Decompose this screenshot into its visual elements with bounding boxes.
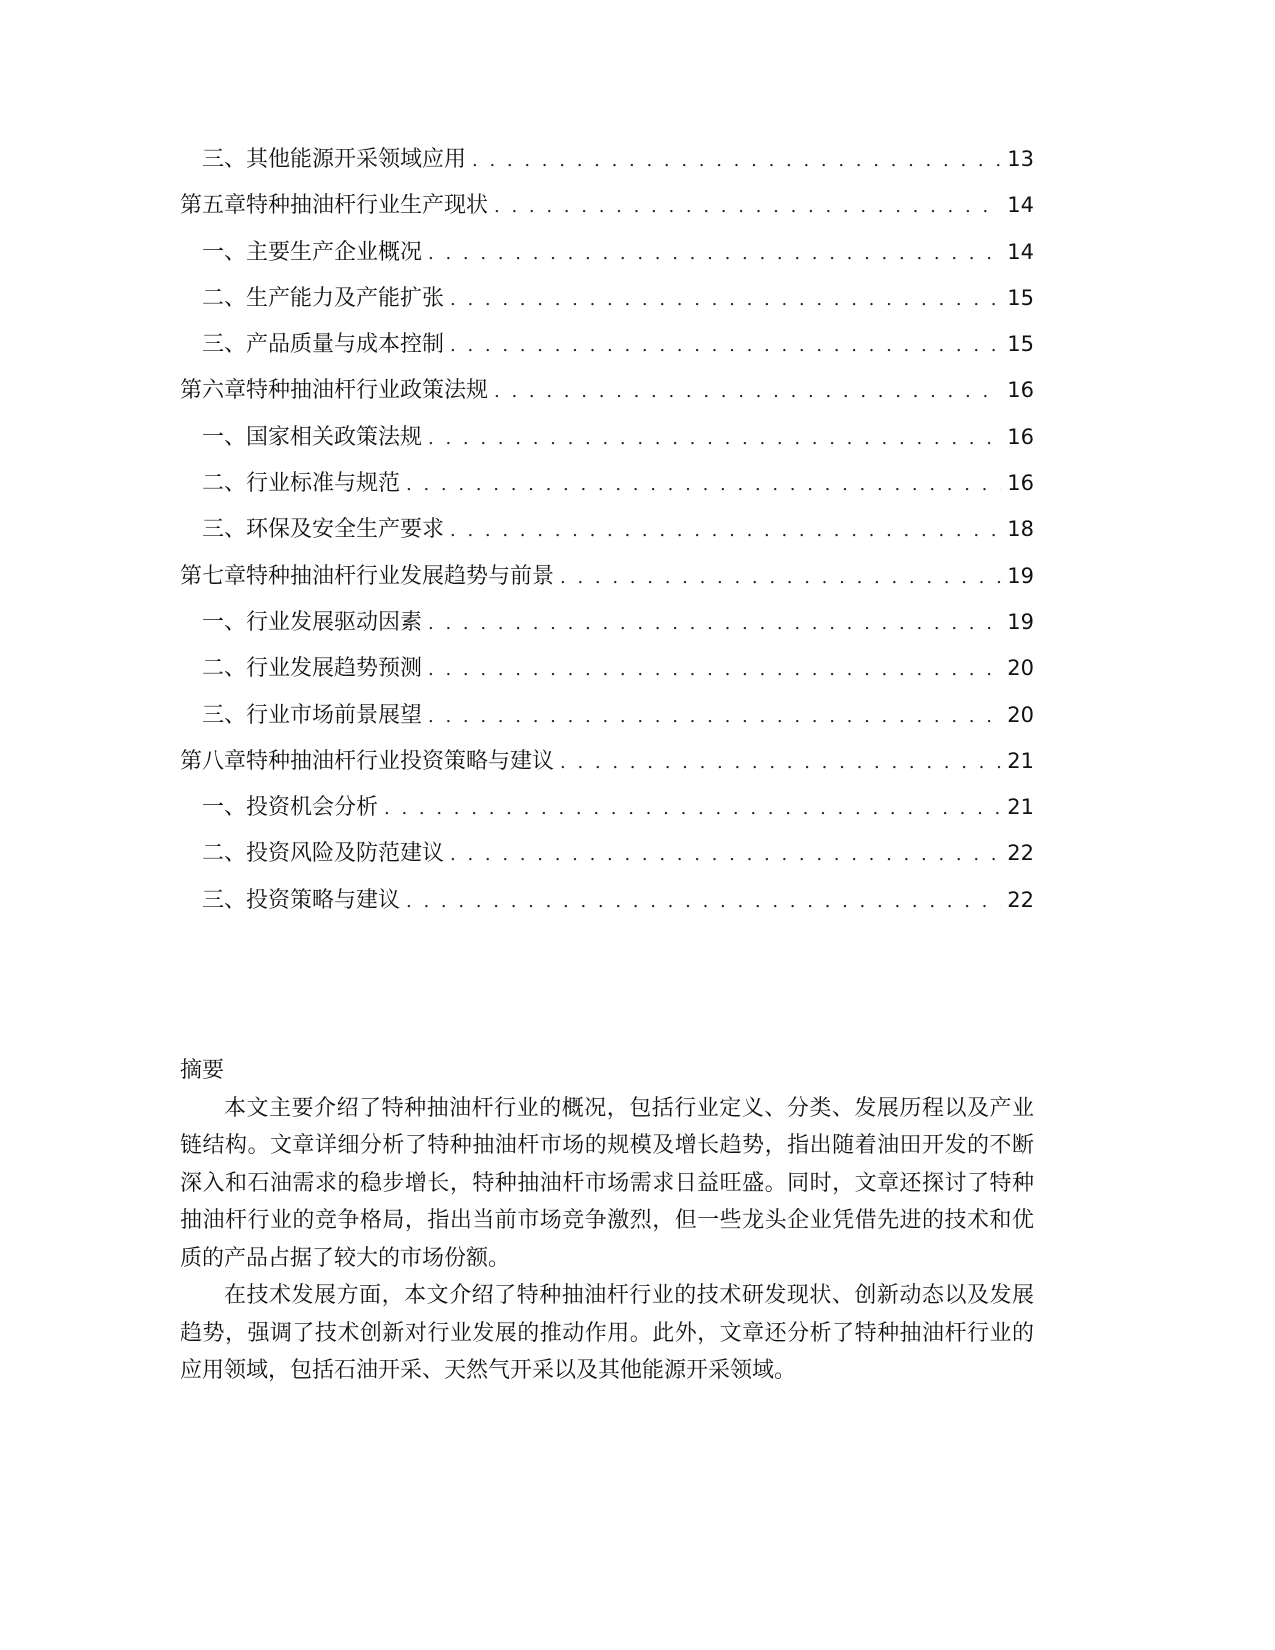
- abstract-section: [180, 1052, 1034, 1390]
- toc-page-number: 22: [1007, 887, 1034, 912]
- toc-page-number: 16: [1007, 424, 1034, 449]
- toc-entry-title: 环保及安全生产要求: [246, 517, 445, 543]
- toc-entry-number: 二、: [202, 471, 247, 497]
- toc-entry-number: 一、: [202, 239, 247, 265]
- toc-page-number: 18: [1007, 517, 1034, 542]
- toc-dot-leader: [560, 555, 1001, 601]
- toc-entry-title: 特种抽油杆行业发展趋势与前景: [246, 563, 555, 589]
- toc-page-number: 19: [1007, 609, 1034, 634]
- toc-dot-leader: [406, 462, 1001, 508]
- toc-entry-title: 特种抽油杆行业生产现状: [246, 193, 489, 219]
- toc-entry-title: 行业发展趋势预测: [246, 656, 423, 682]
- toc-entry-number: 第八章: [180, 748, 247, 774]
- toc-entry-title: 国家相关政策法规: [246, 424, 423, 450]
- toc-section-entry[interactable]: [180, 645, 1034, 691]
- toc-section-entry[interactable]: [180, 321, 1034, 367]
- abstract-paragraph-1: 本文主要介绍了特种抽油杆行业的概况，包括行业定义、分类、发展历程以及产业链结构。文章详细分析了特种抽油杆市场的规模及增长趋势，指出随着油田开发的不断深入和石油需求的稳步增长，特种抽油杆市场需求日益旺盛。同时，文章还探讨了特种抽油杆行业的竞争格局，指出当前市场竞争激烈，但一些龙头企业凭借先进的技术和优质的产品占据了较大的市场份额。: [180, 1095, 1034, 1271]
- toc-chapter-entry[interactable]: [180, 182, 1034, 228]
- toc-entry-number: 二、: [202, 285, 247, 311]
- toc-dot-leader: [406, 879, 1001, 925]
- toc-entry-title: 行业市场前景展望: [246, 702, 423, 728]
- toc-dot-leader: [450, 508, 1001, 554]
- toc-entry-number: 二、: [202, 656, 247, 682]
- toc-entry-number: 三、: [202, 887, 247, 913]
- toc-section-entry[interactable]: [180, 460, 1034, 506]
- toc-entry-number: 第五章: [180, 193, 247, 219]
- toc-section-entry[interactable]: [180, 830, 1034, 876]
- toc-entry-title: 投资策略与建议: [246, 887, 401, 913]
- toc-section-entry[interactable]: [180, 136, 1034, 182]
- toc-section-entry[interactable]: [180, 414, 1034, 460]
- toc-dot-leader: [450, 277, 1001, 323]
- toc-page-number: 19: [1007, 563, 1034, 588]
- toc-section-entry[interactable]: [180, 275, 1034, 321]
- toc-chapter-entry[interactable]: [180, 367, 1034, 413]
- toc-entry-title: 投资风险及防范建议: [246, 841, 445, 867]
- toc-entry-title: 特种抽油杆行业政策法规: [246, 378, 489, 404]
- toc-dot-leader: [494, 369, 1001, 415]
- toc-page-number: 14: [1007, 193, 1034, 218]
- toc-entry-number: 一、: [202, 424, 247, 450]
- toc-dot-leader: [428, 694, 1001, 740]
- toc-entry-number: 三、: [202, 702, 247, 728]
- toc-dot-leader: [384, 786, 1001, 832]
- toc-dot-leader: [450, 323, 1001, 369]
- toc-dot-leader: [428, 231, 1001, 277]
- toc-dot-leader: [472, 138, 1001, 184]
- toc-entry-title: 行业发展驱动因素: [246, 609, 423, 635]
- toc-section-entry[interactable]: [180, 506, 1034, 552]
- toc-section-entry[interactable]: [180, 692, 1034, 738]
- toc-dot-leader: [560, 740, 1001, 786]
- toc-entry-title: 投资机会分析: [246, 795, 379, 821]
- toc-dot-leader: [428, 601, 1001, 647]
- toc-section-entry[interactable]: [180, 877, 1034, 923]
- toc-section-entry[interactable]: [180, 599, 1034, 645]
- toc-page-number: 15: [1007, 285, 1034, 310]
- toc-entry-title: 生产能力及产能扩张: [246, 285, 445, 311]
- toc-entry-title: 主要生产企业概况: [246, 239, 423, 265]
- abstract-paragraph-2: 在技术发展方面，本文介绍了特种抽油杆行业的技术研发现状、创新动态以及发展趋势，强调了技术创新对行业发展的推动作用。此外，文章还分析了特种抽油杆行业的应用领域，包括石油开采、天然气开采以及其他能源开采领域。: [180, 1283, 1034, 1383]
- toc-page-number: 16: [1007, 471, 1034, 496]
- toc-dot-leader: [428, 647, 1001, 693]
- toc-chapter-entry[interactable]: [180, 553, 1034, 599]
- toc-entry-number: 一、: [202, 795, 247, 821]
- toc-entry-title: 特种抽油杆行业投资策略与建议: [246, 748, 555, 774]
- abstract-title: 摘要: [180, 1058, 225, 1083]
- toc-page-number: 20: [1007, 656, 1034, 681]
- toc-entry-title: 其他能源开采领域应用: [246, 147, 467, 172]
- toc-entry-number: 第六章: [180, 378, 247, 404]
- toc-dot-leader: [450, 832, 1001, 878]
- toc-dot-leader: [428, 416, 1001, 462]
- toc-page-number: 20: [1007, 702, 1034, 727]
- toc-entry-number: 三、: [202, 517, 247, 543]
- toc-entry-title: 产品质量与成本控制: [246, 332, 445, 358]
- toc-page-number: 22: [1007, 841, 1034, 866]
- toc-dot-leader: [494, 184, 1001, 230]
- toc-page-number: 16: [1007, 378, 1034, 403]
- toc-chapter-entry[interactable]: [180, 738, 1034, 784]
- toc-page-number: 14: [1007, 239, 1034, 264]
- toc-entry-title: 行业标准与规范: [246, 471, 401, 497]
- toc-page-number: 21: [1007, 748, 1034, 773]
- table-of-contents: [180, 136, 1034, 923]
- toc-section-entry[interactable]: [180, 784, 1034, 830]
- toc-entry-number: 二、: [202, 841, 247, 867]
- toc-entry-number: 一、: [202, 609, 247, 635]
- toc-entry-number: 三、: [202, 147, 247, 172]
- toc-page-number: 21: [1007, 795, 1034, 820]
- toc-page-number: 13: [1007, 147, 1034, 171]
- toc-section-entry[interactable]: [180, 229, 1034, 275]
- toc-entry-number: 三、: [202, 332, 247, 358]
- toc-entry-number: 第七章: [180, 563, 247, 589]
- toc-page-number: 15: [1007, 332, 1034, 357]
